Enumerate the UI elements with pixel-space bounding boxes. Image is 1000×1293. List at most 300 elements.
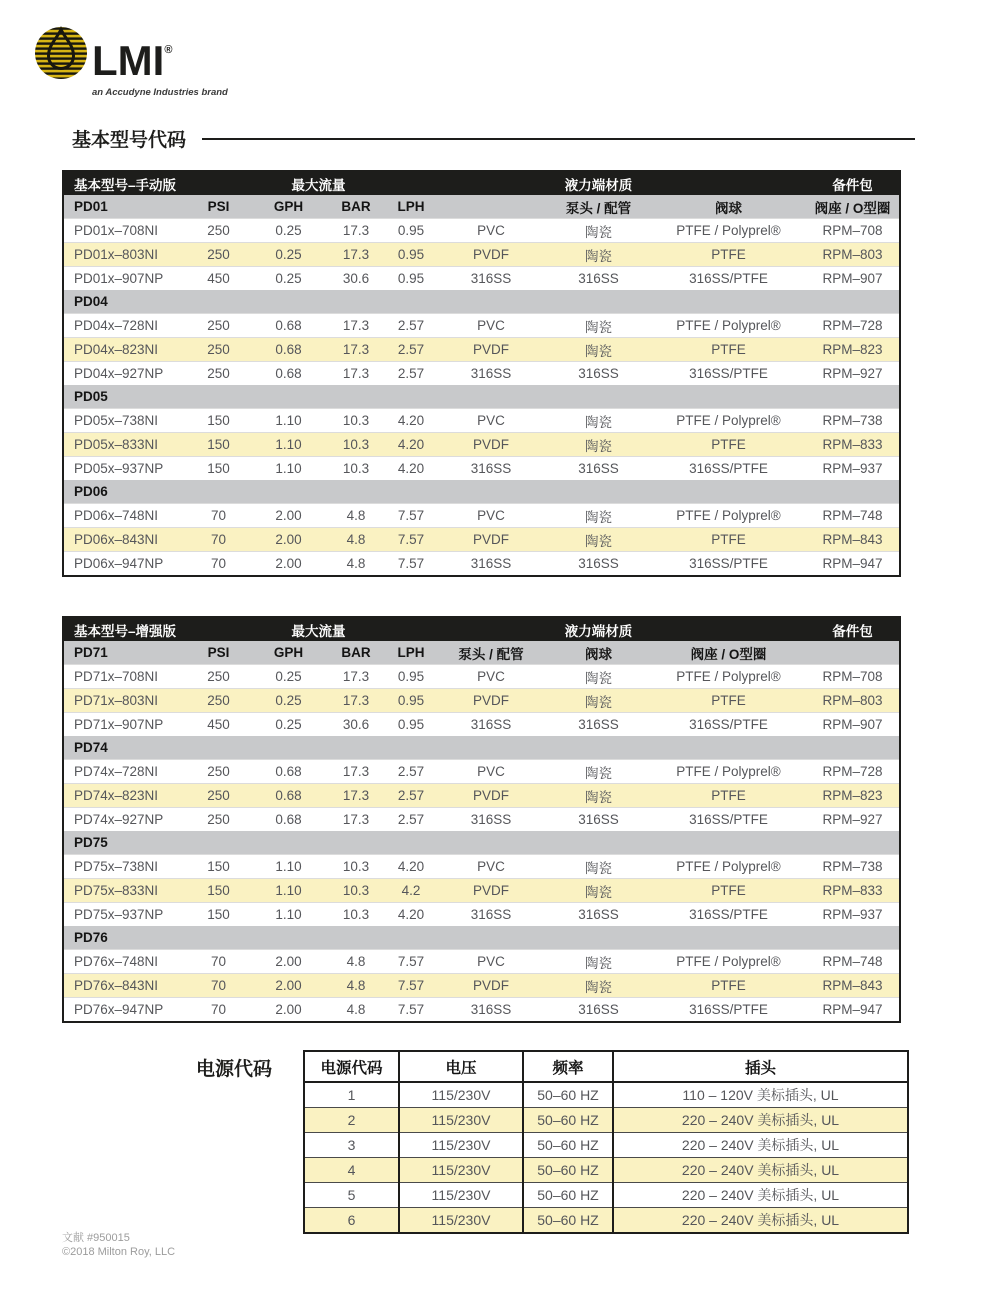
table-group-header-row	[63, 617, 900, 641]
value-cell: 0.25	[251, 713, 326, 737]
value-cell: 316SS	[436, 362, 546, 386]
model-cell: PD04x–728NI	[63, 314, 186, 338]
power-cell: 50–60 HZ	[523, 1133, 613, 1158]
value-cell: 1.10	[251, 879, 326, 903]
power-cell: 2	[304, 1108, 399, 1133]
column-header-cell	[806, 641, 900, 665]
value-cell: 7.57	[386, 998, 436, 1023]
column-header-cell: 泵头 / 配管	[436, 641, 546, 665]
value-cell: 2.57	[386, 808, 436, 832]
column-header-cell: 泵头 / 配管	[546, 195, 651, 219]
value-cell: PTFE / Polyprel®	[651, 409, 806, 433]
value-cell: 316SS	[546, 267, 651, 291]
column-header-cell: 阀球	[546, 641, 651, 665]
value-cell: PTFE / Polyprel®	[651, 950, 806, 974]
group-header-cell	[651, 617, 806, 641]
value-cell: 4.20	[386, 903, 436, 927]
table-row	[63, 409, 900, 433]
section-label: PD75	[63, 831, 900, 855]
value-cell: 4.8	[326, 528, 386, 552]
column-header-cell: PSI	[186, 641, 251, 665]
group-header-cell: 最大流量	[251, 617, 386, 641]
table-row	[63, 950, 900, 974]
column-header-cell: LPH	[386, 195, 436, 219]
value-cell: 10.3	[326, 903, 386, 927]
value-cell: 316SS	[546, 713, 651, 737]
value-cell: 0.25	[251, 219, 326, 243]
column-header-cell: 阀座 / O型圈	[651, 641, 806, 665]
value-cell: 250	[186, 362, 251, 386]
value-cell: PVC	[436, 760, 546, 784]
model-cell: PD75x–833NI	[63, 879, 186, 903]
power-cell: 1	[304, 1082, 399, 1108]
section-band	[63, 736, 900, 760]
power-header-cell: 电源代码	[304, 1051, 399, 1082]
value-cell: RPM–833	[806, 433, 900, 457]
value-cell: 0.95	[386, 665, 436, 689]
value-cell: 10.3	[326, 855, 386, 879]
value-cell: RPM–803	[806, 689, 900, 713]
model-cell: PD75x–738NI	[63, 855, 186, 879]
value-cell: 316SS	[436, 903, 546, 927]
value-cell: PTFE	[651, 433, 806, 457]
value-cell: 316SS/PTFE	[651, 267, 806, 291]
value-cell: 150	[186, 433, 251, 457]
value-cell: RPM–823	[806, 784, 900, 808]
brand-tagline: an Accudyne Industries brand	[92, 87, 228, 98]
power-cell: 4	[304, 1158, 399, 1183]
value-cell: 70	[186, 998, 251, 1023]
table-row	[63, 338, 900, 362]
power-row	[304, 1158, 908, 1183]
value-cell: 250	[186, 314, 251, 338]
value-cell: PVDF	[436, 433, 546, 457]
value-cell: 0.95	[386, 219, 436, 243]
value-cell: 4.8	[326, 974, 386, 998]
section-label: PD04	[63, 290, 900, 314]
group-header-cell: 最大流量	[251, 171, 386, 195]
value-cell: 17.3	[326, 243, 386, 267]
power-row	[304, 1082, 908, 1108]
value-cell: 0.95	[386, 689, 436, 713]
value-cell: 4.20	[386, 433, 436, 457]
power-code-table	[303, 1050, 909, 1234]
doc-number: 文献 #950015	[62, 1232, 130, 1244]
value-cell: PVDF	[436, 879, 546, 903]
group-header-cell: 基本型号–增强版	[63, 617, 251, 641]
column-header-cell: GPH	[251, 195, 326, 219]
section-title-row	[72, 125, 915, 152]
group-header-cell: 液力端材质	[546, 617, 651, 641]
value-cell: 0.25	[251, 243, 326, 267]
column-header-cell: 阀球	[651, 195, 806, 219]
column-header-cell: GPH	[251, 641, 326, 665]
value-cell: 316SS/PTFE	[651, 998, 806, 1023]
value-cell: 450	[186, 713, 251, 737]
power-cell: 6	[304, 1208, 399, 1234]
power-cell: 3	[304, 1133, 399, 1158]
value-cell: 316SS	[436, 713, 546, 737]
value-cell: 10.3	[326, 457, 386, 481]
power-cell: 115/230V	[399, 1133, 523, 1158]
value-cell: 1.10	[251, 855, 326, 879]
value-cell: RPM–907	[806, 713, 900, 737]
value-cell: 4.2	[386, 879, 436, 903]
value-cell: 0.25	[251, 267, 326, 291]
value-cell: RPM–803	[806, 243, 900, 267]
value-cell: 316SS	[436, 808, 546, 832]
value-cell: PTFE	[651, 243, 806, 267]
section-label: PD05	[63, 385, 900, 409]
value-cell: PTFE	[651, 879, 806, 903]
value-cell: 4.20	[386, 457, 436, 481]
value-cell: RPM–843	[806, 974, 900, 998]
column-header-cell: PSI	[186, 195, 251, 219]
value-cell: 17.3	[326, 219, 386, 243]
value-cell: 0.25	[251, 689, 326, 713]
value-cell: 0.25	[251, 665, 326, 689]
value-cell: 2.57	[386, 338, 436, 362]
value-cell: PVC	[436, 314, 546, 338]
value-cell: 陶瓷	[546, 879, 651, 903]
value-cell: 316SS	[436, 457, 546, 481]
value-cell: 0.68	[251, 760, 326, 784]
value-cell: PVC	[436, 219, 546, 243]
power-cell: 220 – 240V 美标插头, UL	[613, 1133, 908, 1158]
value-cell: 7.57	[386, 504, 436, 528]
section-band	[63, 926, 900, 950]
value-cell: PTFE / Polyprel®	[651, 760, 806, 784]
value-cell: 4.8	[326, 552, 386, 577]
value-cell: 70	[186, 950, 251, 974]
power-header-cell: 插头	[613, 1051, 908, 1082]
table-row	[63, 784, 900, 808]
section-label: PD76	[63, 926, 900, 950]
value-cell: 2.00	[251, 974, 326, 998]
value-cell: RPM–937	[806, 903, 900, 927]
value-cell: RPM–708	[806, 665, 900, 689]
model-cell: PD76x–947NP	[63, 998, 186, 1023]
model-cell: PD01x–907NP	[63, 267, 186, 291]
value-cell: PVDF	[436, 243, 546, 267]
value-cell: 0.68	[251, 784, 326, 808]
value-cell: 316SS	[436, 998, 546, 1023]
value-cell: RPM–823	[806, 338, 900, 362]
power-cell: 115/230V	[399, 1108, 523, 1133]
value-cell: 316SS	[546, 998, 651, 1023]
section-band	[63, 480, 900, 504]
value-cell: 150	[186, 457, 251, 481]
value-cell: 陶瓷	[546, 784, 651, 808]
value-cell: 2.57	[386, 362, 436, 386]
value-cell: PTFE	[651, 974, 806, 998]
group-header-cell: 备件包	[806, 617, 900, 641]
power-cell: 50–60 HZ	[523, 1208, 613, 1234]
value-cell: 316SS	[546, 362, 651, 386]
value-cell: RPM–907	[806, 267, 900, 291]
table-row	[63, 504, 900, 528]
value-cell: 2.00	[251, 552, 326, 577]
power-row	[304, 1208, 908, 1234]
group-header-cell: 备件包	[806, 171, 900, 195]
power-cell: 115/230V	[399, 1082, 523, 1108]
model-cell: PD05x–937NP	[63, 457, 186, 481]
table-row	[63, 689, 900, 713]
value-cell: 2.00	[251, 504, 326, 528]
value-cell: 4.20	[386, 409, 436, 433]
value-cell: 0.95	[386, 713, 436, 737]
value-cell: 陶瓷	[546, 974, 651, 998]
model-cell: PD74x–927NP	[63, 808, 186, 832]
group-header-cell	[386, 171, 546, 195]
value-cell: 2.00	[251, 998, 326, 1023]
value-cell: 316SS/PTFE	[651, 457, 806, 481]
value-cell: 316SS	[546, 552, 651, 577]
value-cell: 0.95	[386, 243, 436, 267]
model-cell: PD05x–833NI	[63, 433, 186, 457]
section-label: PD06	[63, 480, 900, 504]
table-row	[63, 243, 900, 267]
value-cell: RPM–947	[806, 998, 900, 1023]
section-label: PD74	[63, 736, 900, 760]
value-cell: RPM–833	[806, 879, 900, 903]
power-cell: 50–60 HZ	[523, 1158, 613, 1183]
power-cell: 115/230V	[399, 1183, 523, 1208]
power-cell: 115/230V	[399, 1158, 523, 1183]
value-cell: 10.3	[326, 433, 386, 457]
model-cell: PD74x–728NI	[63, 760, 186, 784]
value-cell: 2.57	[386, 760, 436, 784]
value-cell: RPM–738	[806, 855, 900, 879]
value-cell: 70	[186, 504, 251, 528]
power-row	[304, 1183, 908, 1208]
table-row	[63, 219, 900, 243]
page-title: 基本型号代码	[72, 130, 187, 151]
value-cell: 250	[186, 784, 251, 808]
value-cell: 250	[186, 665, 251, 689]
value-cell: 2.00	[251, 950, 326, 974]
model-cell: PD75x–937NP	[63, 903, 186, 927]
value-cell: RPM–748	[806, 504, 900, 528]
value-cell: 陶瓷	[546, 855, 651, 879]
value-cell: 1.10	[251, 903, 326, 927]
value-cell: 150	[186, 855, 251, 879]
value-cell: 7.57	[386, 950, 436, 974]
model-cell: PD04x–927NP	[63, 362, 186, 386]
lmi-logo	[34, 26, 228, 98]
power-cell: 50–60 HZ	[523, 1108, 613, 1133]
value-cell: RPM–927	[806, 808, 900, 832]
model-cell: PD71x–708NI	[63, 665, 186, 689]
value-cell: 250	[186, 760, 251, 784]
value-cell: 1.10	[251, 409, 326, 433]
value-cell: 316SS	[436, 267, 546, 291]
value-cell: 150	[186, 879, 251, 903]
column-header-row	[63, 641, 900, 665]
model-cell: PD04x–823NI	[63, 338, 186, 362]
value-cell: 0.68	[251, 362, 326, 386]
value-cell: PVC	[436, 950, 546, 974]
power-header-row	[304, 1051, 908, 1082]
value-cell: PTFE	[651, 689, 806, 713]
value-cell: PTFE	[651, 338, 806, 362]
value-cell: 陶瓷	[546, 433, 651, 457]
value-cell: 316SS	[436, 552, 546, 577]
value-cell: 316SS/PTFE	[651, 713, 806, 737]
value-cell: 250	[186, 338, 251, 362]
value-cell: 陶瓷	[546, 504, 651, 528]
power-code-label: 电源代码	[196, 1059, 273, 1080]
value-cell: 陶瓷	[546, 409, 651, 433]
value-cell: RPM–728	[806, 314, 900, 338]
value-cell: 316SS/PTFE	[651, 552, 806, 577]
group-header-cell: 基本型号–手动版	[63, 171, 251, 195]
value-cell: RPM–927	[806, 362, 900, 386]
model-cell: PD06x–947NP	[63, 552, 186, 577]
value-cell: 4.8	[326, 504, 386, 528]
value-cell: 陶瓷	[546, 338, 651, 362]
value-cell: 150	[186, 409, 251, 433]
value-cell: RPM–738	[806, 409, 900, 433]
value-cell: 0.95	[386, 267, 436, 291]
model-cell: PD06x–748NI	[63, 504, 186, 528]
value-cell: 30.6	[326, 713, 386, 737]
value-cell: RPM–947	[806, 552, 900, 577]
value-cell: RPM–728	[806, 760, 900, 784]
value-cell: PVDF	[436, 974, 546, 998]
column-header-cell	[436, 195, 546, 219]
value-cell: RPM–937	[806, 457, 900, 481]
model-cell: PD74x–823NI	[63, 784, 186, 808]
value-cell: 316SS/PTFE	[651, 903, 806, 927]
group-header-cell: 液力端材质	[546, 171, 651, 195]
value-cell: 17.3	[326, 689, 386, 713]
power-cell: 50–60 HZ	[523, 1082, 613, 1108]
power-header-cell: 频率	[523, 1051, 613, 1082]
value-cell: PVC	[436, 409, 546, 433]
section-band	[63, 831, 900, 855]
value-cell: 陶瓷	[546, 219, 651, 243]
model-cell: PD01x–708NI	[63, 219, 186, 243]
value-cell: PVDF	[436, 528, 546, 552]
value-cell: 陶瓷	[546, 243, 651, 267]
value-cell: 陶瓷	[546, 689, 651, 713]
table-row	[63, 457, 900, 481]
value-cell: 316SS	[546, 457, 651, 481]
table-row	[63, 808, 900, 832]
table-row	[63, 362, 900, 386]
power-cell: 5	[304, 1183, 399, 1208]
power-cell: 50–60 HZ	[523, 1183, 613, 1208]
group-header-cell	[651, 171, 806, 195]
value-cell: PTFE	[651, 784, 806, 808]
value-cell: PVC	[436, 504, 546, 528]
value-cell: 1.10	[251, 433, 326, 457]
value-cell: PVDF	[436, 338, 546, 362]
power-cell: 115/230V	[399, 1208, 523, 1234]
value-cell: 2.57	[386, 314, 436, 338]
table-row	[63, 855, 900, 879]
value-cell: 1.10	[251, 457, 326, 481]
model-table-enhanced	[62, 616, 901, 1023]
value-cell: PTFE / Polyprel®	[651, 219, 806, 243]
value-cell: PTFE / Polyprel®	[651, 855, 806, 879]
column-header-cell: BAR	[326, 195, 386, 219]
value-cell: 70	[186, 974, 251, 998]
table-group-header-row	[63, 171, 900, 195]
value-cell: 0.68	[251, 314, 326, 338]
value-cell: 7.57	[386, 528, 436, 552]
model-table-manual	[62, 170, 901, 577]
value-cell: 陶瓷	[546, 665, 651, 689]
value-cell: 150	[186, 903, 251, 927]
column-header-cell: PD01	[63, 195, 186, 219]
model-cell: PD76x–843NI	[63, 974, 186, 998]
model-cell: PD06x–843NI	[63, 528, 186, 552]
title-rule	[202, 138, 915, 140]
power-row	[304, 1133, 908, 1158]
value-cell: 17.3	[326, 808, 386, 832]
copyright: ©2018 Milton Roy, LLC	[62, 1246, 176, 1258]
column-header-cell: 阀座 / O型圈	[806, 195, 900, 219]
table-row	[63, 665, 900, 689]
value-cell: 4.8	[326, 998, 386, 1023]
value-cell: RPM–748	[806, 950, 900, 974]
value-cell: 17.3	[326, 760, 386, 784]
value-cell: 316SS	[546, 903, 651, 927]
value-cell: PVDF	[436, 784, 546, 808]
value-cell: 316SS/PTFE	[651, 808, 806, 832]
value-cell: 70	[186, 552, 251, 577]
model-cell: PD05x–738NI	[63, 409, 186, 433]
model-cell: PD01x–803NI	[63, 243, 186, 267]
table-row	[63, 879, 900, 903]
table-row	[63, 528, 900, 552]
value-cell: PVC	[436, 665, 546, 689]
value-cell: 250	[186, 243, 251, 267]
value-cell: 陶瓷	[546, 950, 651, 974]
column-header-cell: LPH	[386, 641, 436, 665]
table-row	[63, 760, 900, 784]
section-band	[63, 385, 900, 409]
registered-mark: ®	[164, 44, 173, 56]
lmi-drop-icon	[34, 26, 88, 80]
value-cell: 17.3	[326, 314, 386, 338]
power-cell: 220 – 240V 美标插头, UL	[613, 1158, 908, 1183]
value-cell: 陶瓷	[546, 314, 651, 338]
table-row	[63, 552, 900, 577]
value-cell: 30.6	[326, 267, 386, 291]
value-cell: 316SS	[546, 808, 651, 832]
value-cell: PVDF	[436, 689, 546, 713]
table-row	[63, 903, 900, 927]
value-cell: PTFE	[651, 528, 806, 552]
value-cell: 316SS/PTFE	[651, 362, 806, 386]
value-cell: 450	[186, 267, 251, 291]
column-header-row	[63, 195, 900, 219]
power-header-cell: 电压	[399, 1051, 523, 1082]
table-row	[63, 314, 900, 338]
value-cell: 250	[186, 219, 251, 243]
value-cell: 17.3	[326, 362, 386, 386]
section-band	[63, 290, 900, 314]
value-cell: 17.3	[326, 784, 386, 808]
group-header-cell	[386, 617, 546, 641]
value-cell: 70	[186, 528, 251, 552]
value-cell: 7.57	[386, 552, 436, 577]
value-cell: 10.3	[326, 879, 386, 903]
power-cell: 220 – 240V 美标插头, UL	[613, 1208, 908, 1234]
